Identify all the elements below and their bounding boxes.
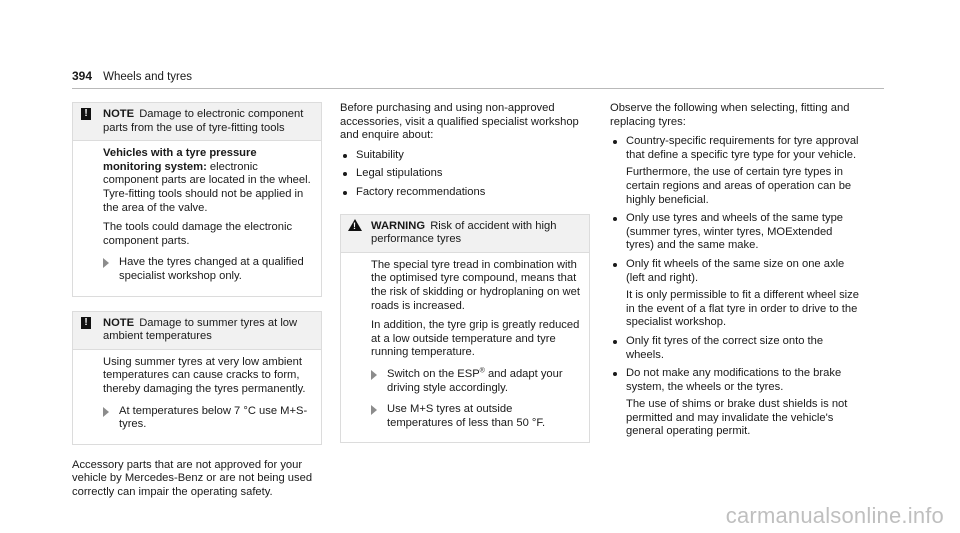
intro-block xyxy=(340,102,590,143)
intro-paragraph: Before purchasing and using non-approved accessories, visit a qualified specialist workshop and enquire about: xyxy=(340,102,579,142)
bullet-dot xyxy=(343,172,347,176)
bullet-dot xyxy=(343,154,347,158)
action-text: Use M+S tyres at outside temperatures of less than 50 °F. xyxy=(387,403,546,429)
list-item-text: Only fit wheels of the same size on one axle (left and right). xyxy=(626,257,845,284)
list-item-extra: It is only permissible to fit a different wheel size in the event of a flat tyre in order to drive to the specialist workshop. xyxy=(626,289,859,329)
note-label: NOTE xyxy=(103,316,135,329)
warning-header xyxy=(341,215,589,253)
list-item xyxy=(610,258,860,330)
accessory-paragraph: Accessory parts that are not approved for your vehicle by Mercedes-Benz or are not being used correctly can impair the operating safety. xyxy=(72,458,313,498)
note-lead-text: electronic component parts are located in the wheel. Tyre-fitting tools should not be applied in the area of the valve. xyxy=(103,160,311,214)
note-header xyxy=(73,312,321,350)
notice-icon: ! xyxy=(81,317,91,329)
watermark: carmanualsonline.info xyxy=(725,503,944,529)
warning-box xyxy=(340,214,590,444)
note-box-tyre-fitting xyxy=(72,102,322,297)
action-text: At temperatures below 7 °C use M+S-tyres. xyxy=(119,404,308,431)
warning-paragraph-2: In addition, the tyre grip is greatly reduced at a low outside temperature and tyre running temperature. xyxy=(371,319,580,359)
observe-list xyxy=(610,135,860,439)
header-divider xyxy=(72,88,884,89)
note-body xyxy=(73,141,321,295)
note-paragraph-2: The tools could damage the electronic component parts. xyxy=(103,221,293,247)
list-item-text: Only fit tyres of the correct size onto the wheels. xyxy=(626,334,824,361)
warning-heading: Risk of accident with high performance tyres xyxy=(371,219,557,246)
page-number: 394 xyxy=(72,69,93,83)
action-step xyxy=(371,403,581,430)
bullet-dot xyxy=(613,372,617,376)
bullet-dot xyxy=(613,140,617,144)
note-heading: Damage to electronic component parts from the use of tyre-fitting tools xyxy=(103,108,304,134)
action-arrow-icon xyxy=(371,370,377,380)
note-box-summer-tyres xyxy=(72,311,322,445)
list-item-extra: The use of shims or brake dust shields is not permitted and may invalidate the vehicle's general operating permit. xyxy=(626,398,848,438)
action-text-pre: Switch on the ESP xyxy=(387,367,480,380)
note-paragraph: Using summer tyres at very low ambient temperatures can cause cracks to form, thereby damaging the tyres permanently. xyxy=(103,355,306,395)
bullet-dot xyxy=(613,263,617,267)
list-item xyxy=(610,335,860,362)
note-heading: Damage to summer tyres at low ambient temperatures xyxy=(103,316,298,343)
action-arrow-icon xyxy=(103,258,109,268)
page-header xyxy=(72,70,882,85)
note-bold-lead: Vehicles with a tyre pressure monitoring system: xyxy=(103,147,257,173)
action-step xyxy=(103,405,313,432)
page-section-title: Wheels and tyres xyxy=(103,71,192,83)
list-item-text: Legal stipulations xyxy=(356,167,443,180)
warning-label: WARNING xyxy=(371,219,426,232)
note-header xyxy=(73,103,321,141)
column-2 xyxy=(340,102,590,453)
warning-body xyxy=(341,253,589,443)
note-paragraph xyxy=(103,147,313,215)
action-text: Have the tyres changed at a qualified specialist workshop only. xyxy=(119,256,304,282)
warning-triangle-icon: ! xyxy=(348,219,362,231)
warning-paragraph-1: The special tyre tread in combination with the optimised tyre compound, means that the risk of skidding or hydroplaning on wet roads is increased. xyxy=(371,258,580,312)
notice-icon: ! xyxy=(81,108,91,120)
list-item xyxy=(610,212,860,253)
list-item-text: Only use tyres and wheels of the same type (summer tyres, winter tyres, MOExtended tyres) and the same make. xyxy=(626,212,844,252)
action-step xyxy=(371,368,581,395)
list-item xyxy=(610,135,860,207)
list-item xyxy=(610,367,860,439)
note-body xyxy=(73,350,321,444)
bullet-dot xyxy=(343,191,347,195)
list-item-text: Country-specific requirements for tyre approval that define a specific tyre type for your vehicle. xyxy=(626,135,859,161)
list-item xyxy=(340,186,590,200)
bullet-dot xyxy=(613,340,617,344)
list-item xyxy=(340,149,590,163)
column-1 xyxy=(72,102,322,505)
list-item xyxy=(340,167,590,181)
observe-intro: Observe the following when selecting, fitting and replacing tyres: xyxy=(610,102,850,128)
action-arrow-icon xyxy=(371,405,377,415)
list-item-extra: Furthermore, the use of certain tyre types in certain regions and areas of operation can be highly beneficial. xyxy=(626,166,852,206)
note-label: NOTE xyxy=(103,108,135,120)
observe-intro-block xyxy=(610,102,860,129)
registered-mark: ® xyxy=(479,367,485,375)
accessory-paragraph-block xyxy=(72,459,322,500)
enquiry-list xyxy=(340,149,590,200)
action-arrow-icon xyxy=(103,407,109,417)
action-text-post: and adapt your driving style accordingly. xyxy=(387,367,563,394)
list-item-text: Suitability xyxy=(356,148,404,161)
list-item-text: Do not make any modifications to the brake system, the wheels or the tyres. xyxy=(626,367,842,393)
bullet-dot xyxy=(613,217,617,221)
action-step xyxy=(103,256,313,283)
list-item-text: Factory recommendations xyxy=(356,185,486,198)
column-3 xyxy=(610,102,860,445)
